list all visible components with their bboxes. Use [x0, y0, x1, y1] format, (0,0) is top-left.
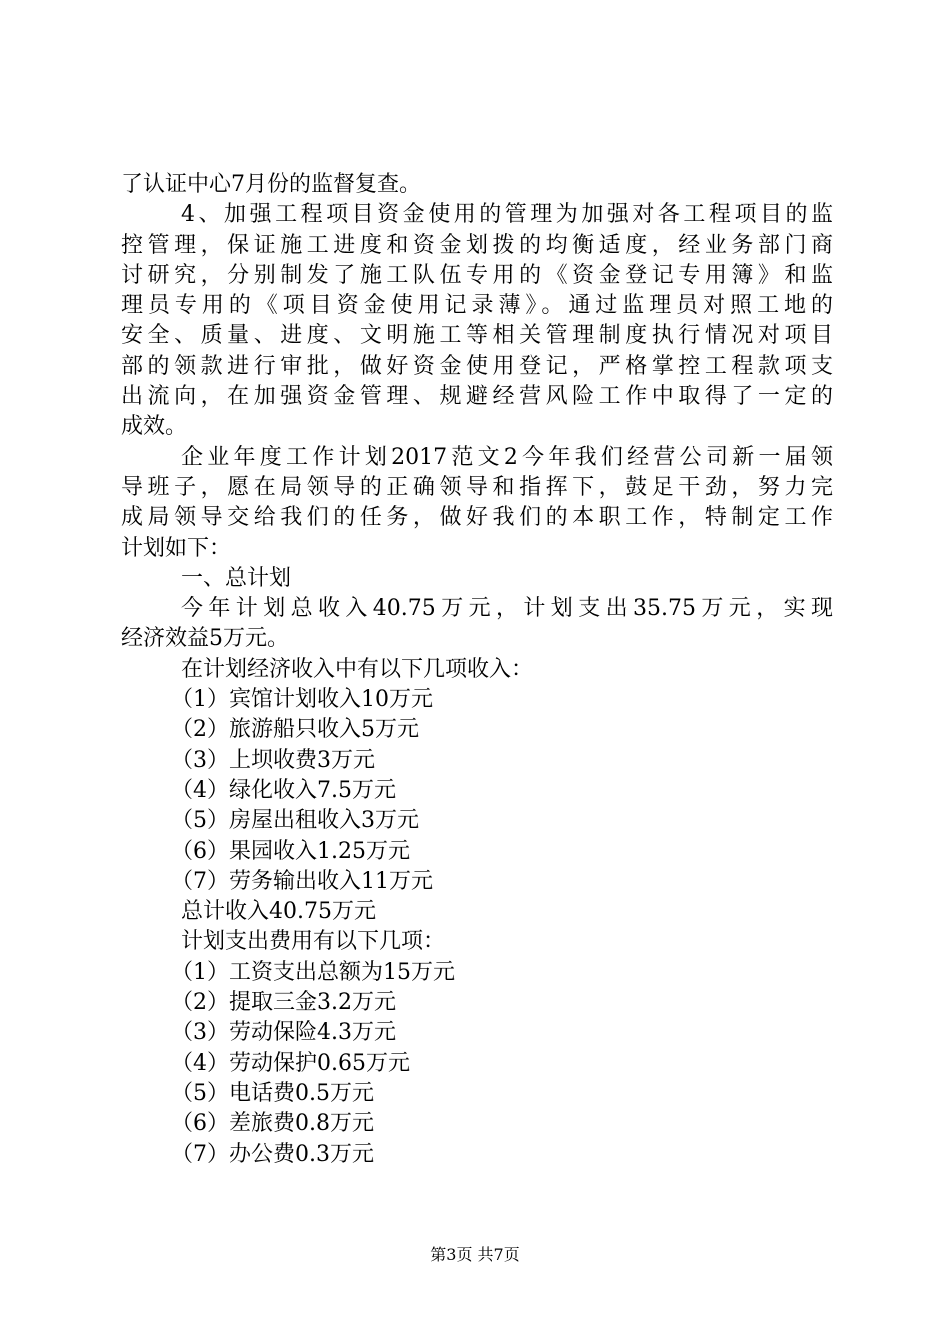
- text-line: 控管理，保证施工进度和资金划拨的均衡适度，经业务部门商: [121, 232, 833, 258]
- text-line: （7）劳务输出收入11万元: [171, 868, 433, 894]
- text-line: 讨研究，分别制发了施工队伍专用的《资金登记专用簿》和监: [121, 262, 833, 288]
- text-line: 理员专用的《项目资金使用记录薄》。通过监理员对照工地的: [121, 293, 833, 319]
- text-line: （6）果园收入1.25万元: [171, 838, 410, 864]
- text-line: 一、总计划: [181, 565, 292, 591]
- text-line: 企业年度工作计划2017范文2今年我们经营公司新一届领: [181, 444, 833, 470]
- text-line: （2）提取三金3.2万元: [171, 990, 396, 1016]
- text-line: 成局领导交给我们的任务，做好我们的本职工作，特制定工作: [121, 505, 833, 531]
- text-line: （5）房屋出租收入3万元: [171, 808, 419, 834]
- text-line: 计划如下：: [121, 535, 232, 561]
- text-line: （7）办公费0.3万元: [171, 1141, 374, 1167]
- page-footer: 第3页 共7页: [430, 1245, 520, 1264]
- text-line: （4）绿化收入7.5万元: [171, 777, 396, 803]
- text-line: （4）劳动保护0.65万元: [171, 1050, 410, 1076]
- text-line: 今年计划总收入40.75万元，计划支出35.75万元，实现: [181, 596, 833, 622]
- text-line: 成效。: [121, 414, 188, 440]
- text-line: 了认证中心7月份的监督复查。: [121, 172, 421, 197]
- document-body: [121, 170, 833, 1170]
- text-line: 经济效益5万元。: [121, 626, 289, 652]
- text-line: 部的领款进行审批，做好资金使用登记，严格掌控工程款项支: [121, 353, 833, 379]
- text-line: 在计划经济收入中有以下几项收入：: [181, 656, 534, 682]
- text-line: （1）工资支出总额为15万元: [171, 959, 455, 985]
- text-line: 计划支出费用有以下几项：: [181, 929, 446, 955]
- text-line: （5）电话费0.5万元: [171, 1080, 374, 1106]
- text-line: （2）旅游船只收入5万元: [171, 717, 419, 743]
- text-line: （6）差旅费0.8万元: [171, 1111, 374, 1137]
- text-line: 总计收入40.75万元: [181, 899, 376, 925]
- text-line: （3）上坝收费3万元: [171, 747, 375, 773]
- text-line: 出流向，在加强资金管理、规避经营风险工作中取得了一定的: [121, 384, 833, 410]
- text-line: 安全、质量、进度、文明施工等相关管理制度执行情况对项目: [121, 323, 833, 349]
- text-line: （1）宾馆计划收入10万元: [171, 687, 433, 713]
- text-line: 导班子，愿在局领导的正确领导和指挥下，鼓足干劲，努力完: [121, 474, 833, 500]
- text-line: （3）劳动保险4.3万元: [171, 1020, 396, 1046]
- text-line: 4、加强工程项目资金使用的管理为加强对各工程项目的监: [181, 202, 833, 228]
